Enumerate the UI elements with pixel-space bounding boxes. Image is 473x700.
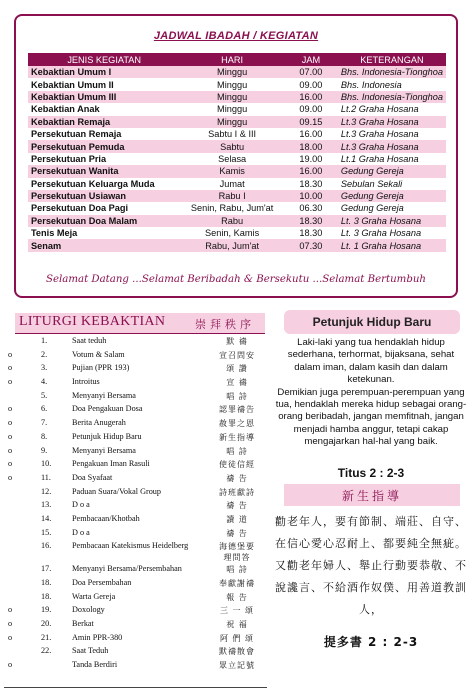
schedule-cell-activity: Persekutuan Wanita bbox=[28, 165, 180, 177]
schedule-cell-note: Sebulan Sekali bbox=[338, 178, 446, 190]
schedule-cell-note: Gedung Gereja bbox=[338, 165, 446, 177]
liturgi-item bbox=[4, 564, 267, 578]
item-zh: 三 一 頌 bbox=[219, 606, 255, 616]
liturgi-item bbox=[4, 660, 267, 674]
petunjuk-title: Petunjuk Hidup Baru bbox=[312, 315, 432, 329]
schedule-cell-activity: Persekutuan Doa Malam bbox=[28, 215, 180, 227]
liturgi-item bbox=[4, 404, 267, 418]
schedule-row bbox=[28, 215, 446, 227]
schedule-cell-activity: Senam bbox=[28, 239, 180, 251]
schedule-row bbox=[28, 103, 446, 115]
schedule-cell-day: Minggu bbox=[180, 103, 284, 115]
schedule-title: JADWAL IBADAH / KEGIATAN bbox=[153, 30, 319, 42]
item-text: Berita Anugerah bbox=[72, 418, 126, 428]
zh-text: 勸老年人，要有節制、端莊、自守、在信心愛心忍耐上、都要純全無疵。又勸老年婦人、舉止行動要恭敬、不說讒言、不給酒作奴僕、用善道教訓人， bbox=[275, 515, 467, 616]
schedule-cell-day: Rabu, Jum'at bbox=[180, 239, 284, 251]
zh-title-box bbox=[284, 484, 460, 506]
schedule-cell-note: Lt.2 Graha Hosana bbox=[338, 103, 446, 115]
liturgi-item bbox=[4, 363, 267, 377]
item-zh: 宣 禱 bbox=[226, 378, 248, 388]
schedule-row bbox=[28, 128, 446, 140]
item-number: 5. bbox=[41, 390, 48, 400]
item-number: 1. bbox=[41, 336, 48, 345]
header-hari: HARI bbox=[180, 53, 284, 66]
schedule-cell-day: Kamis bbox=[180, 165, 284, 177]
schedule-box bbox=[14, 14, 458, 298]
liturgi-item bbox=[4, 578, 267, 592]
schedule-cell-day: Minggu bbox=[180, 116, 284, 128]
schedule-cell-day: Sabtu bbox=[180, 140, 284, 152]
schedule-cell-time: 16.00 bbox=[284, 91, 338, 103]
schedule-cell-day: Selasa bbox=[180, 153, 284, 165]
item-text: Paduan Suara/Vokal Group bbox=[72, 486, 161, 496]
item-number: 12. bbox=[41, 486, 52, 496]
schedule-cell-note: Gedung Gereja bbox=[338, 202, 446, 214]
liturgi-item bbox=[4, 500, 267, 514]
item-zh: 讀 道 bbox=[226, 514, 248, 524]
schedule-cell-note: Gedung Gereja bbox=[338, 190, 446, 202]
welcome-banner: Selamat Datang ...Selamat Beribadah & Bersekutu ...Selamat Bertumbuh bbox=[46, 274, 426, 285]
liturgi-header bbox=[15, 313, 265, 334]
schedule-cell-day: Senin, Kamis bbox=[180, 227, 284, 239]
liturgi-item bbox=[4, 336, 267, 350]
schedule-cell-day: Minggu bbox=[180, 91, 284, 103]
liturgi-item bbox=[4, 487, 267, 501]
liturgi-item bbox=[4, 418, 267, 432]
liturgi-item bbox=[4, 391, 267, 405]
liturgi-item bbox=[4, 541, 267, 564]
schedule-cell-activity: Kebaktian Anak bbox=[28, 103, 180, 115]
item-number: 16. bbox=[41, 541, 52, 551]
item-text: Doxology bbox=[72, 605, 105, 615]
item-number: 2. bbox=[41, 349, 48, 359]
item-number: 15. bbox=[41, 527, 52, 537]
stand-mark: o bbox=[8, 349, 13, 359]
item-zh: 宣召問安 bbox=[219, 350, 255, 360]
item-number: 3. bbox=[41, 363, 48, 373]
schedule-cell-activity: Persekutuan Pemuda bbox=[28, 140, 180, 152]
schedule-row bbox=[28, 227, 446, 239]
schedule-cell-time: 19.00 bbox=[284, 153, 338, 165]
petunjuk-title-box bbox=[284, 310, 460, 334]
schedule-cell-note: Lt. 3 Graha Hosana bbox=[338, 227, 446, 239]
liturgi-item bbox=[4, 592, 267, 606]
schedule-cell-time: 18.30 bbox=[284, 227, 338, 239]
item-text: Pembacaan/Khotbah bbox=[72, 513, 140, 523]
item-zh: 唱 詩 bbox=[226, 446, 248, 456]
zh-reference: 提多書 2 : 2-3 bbox=[323, 635, 419, 649]
item-number: 4. bbox=[41, 377, 48, 387]
item-zh: 默 禱 bbox=[226, 337, 248, 346]
schedule-cell-note: Lt.3 Graha Hosana bbox=[338, 140, 446, 152]
item-number: 7. bbox=[41, 418, 48, 428]
stand-mark: o bbox=[8, 404, 13, 414]
liturgi-divider bbox=[4, 687, 267, 688]
schedule-cell-time: 18.30 bbox=[284, 215, 338, 227]
schedule-row bbox=[28, 178, 446, 190]
item-zh: 唱 詩 bbox=[226, 391, 248, 401]
liturgi-item bbox=[4, 473, 267, 487]
item-number: 22. bbox=[41, 646, 52, 656]
schedule-cell-note: Bhs. Indonesia bbox=[338, 78, 446, 90]
schedule-cell-activity: Persekutuan Remaja bbox=[28, 128, 180, 140]
item-text: Berkat bbox=[72, 619, 94, 629]
schedule-cell-time: 07.30 bbox=[284, 239, 338, 251]
item-number: 6. bbox=[41, 404, 48, 414]
item-text: Votum & Salam bbox=[72, 349, 125, 359]
stand-mark: o bbox=[8, 660, 13, 670]
item-number: 10. bbox=[41, 459, 52, 469]
item-zh: 祝 福 bbox=[226, 620, 248, 630]
schedule-cell-time: 18.00 bbox=[284, 140, 338, 152]
liturgi-item bbox=[4, 619, 267, 633]
item-text: Warta Gereja bbox=[72, 591, 116, 601]
item-zh: 默禱散會 bbox=[219, 647, 255, 657]
item-zh: 阿 們 頌 bbox=[219, 633, 255, 643]
header-keterangan: KETERANGAN bbox=[338, 53, 446, 66]
liturgi-item bbox=[4, 528, 267, 542]
schedule-row bbox=[28, 140, 446, 152]
stand-mark: o bbox=[8, 418, 13, 428]
item-text: Doa Persembahan bbox=[72, 578, 132, 587]
liturgi-title: LITURGI KEBAKTIAN bbox=[19, 314, 166, 329]
schedule-table bbox=[28, 53, 446, 252]
stand-mark: o bbox=[8, 619, 13, 629]
item-zh: 新生指導 bbox=[219, 432, 255, 442]
schedule-cell-day: Sabtu I & III bbox=[180, 128, 284, 140]
schedule-body bbox=[28, 66, 446, 252]
schedule-cell-activity: Tenis Meja bbox=[28, 227, 180, 239]
item-text: Pujian (PPR 193) bbox=[72, 363, 130, 373]
item-zh: 頌 讚 bbox=[226, 364, 248, 374]
schedule-cell-note: Lt. 1 Graha Hosana bbox=[338, 239, 446, 251]
stand-mark: o bbox=[8, 632, 13, 642]
item-zh: 詩班獻詩 bbox=[219, 487, 255, 497]
liturgi-item bbox=[4, 446, 267, 460]
petunjuk-paragraph-1: Laki-laki yang tua hendaklah hidup sederhana, terhormat, bijaksana, sehat dalam iman, dalam kasih dan dalam ketekunan. bbox=[287, 337, 455, 386]
schedule-cell-activity: Persekutuan Keluarga Muda bbox=[28, 178, 180, 190]
item-text: Menyanyi Bersama bbox=[72, 390, 136, 400]
item-number: 18. bbox=[41, 578, 52, 587]
schedule-row bbox=[28, 165, 446, 177]
schedule-cell-activity: Kebaktian Umum II bbox=[28, 78, 180, 90]
schedule-cell-day: Jumat bbox=[180, 178, 284, 190]
petunjuk-reference: Titus 2 : 2-3 bbox=[337, 466, 405, 480]
schedule-cell-time: 16.00 bbox=[284, 165, 338, 177]
schedule-cell-activity: Persekutuan Usiawan bbox=[28, 190, 180, 202]
schedule-cell-activity: Kebaktian Umum I bbox=[28, 66, 180, 78]
schedule-cell-day: Minggu bbox=[180, 66, 284, 78]
item-text: Saat teduh bbox=[72, 336, 107, 345]
schedule-cell-note: Bhs. Indonesia-Tionghoa bbox=[338, 66, 446, 78]
item-text: Tanda Berdiri bbox=[72, 660, 118, 670]
item-text: D o a bbox=[72, 500, 90, 510]
schedule-row bbox=[28, 190, 446, 202]
item-number: 18. bbox=[41, 591, 52, 601]
liturgi-list bbox=[4, 336, 267, 674]
item-text: Doa Syafaat bbox=[72, 472, 113, 482]
schedule-header-row bbox=[28, 53, 446, 66]
item-zh: 眾立記號 bbox=[219, 661, 255, 671]
schedule-row bbox=[28, 66, 446, 78]
item-text: Doa Pengakuan Dosa bbox=[72, 404, 143, 414]
liturgi-item bbox=[4, 377, 267, 391]
item-text: D o a bbox=[72, 527, 90, 537]
schedule-cell-time: 09.00 bbox=[284, 78, 338, 90]
item-number: 17. bbox=[41, 564, 52, 574]
stand-mark: o bbox=[8, 459, 13, 469]
liturgi-item bbox=[4, 350, 267, 364]
schedule-cell-time: 09.15 bbox=[284, 116, 338, 128]
item-text: Saat Teduh bbox=[72, 646, 109, 656]
item-zh: 唱 詩 bbox=[226, 565, 248, 575]
schedule-row bbox=[28, 116, 446, 128]
item-text: Pembacaan Katekismus Heidelberg bbox=[72, 541, 189, 551]
zh-title: 新生指導 bbox=[341, 489, 402, 503]
item-text: Pengakuan Iman Rasuli bbox=[72, 459, 150, 469]
liturgi-title-zh: 崇拜秩序 bbox=[195, 318, 255, 331]
header-jenis: JENIS KEGIATAN bbox=[28, 53, 180, 66]
schedule-row bbox=[28, 239, 446, 251]
schedule-row bbox=[28, 202, 446, 214]
item-number: 11. bbox=[41, 472, 51, 482]
item-zh: 海德堡要 理問答 bbox=[219, 542, 255, 563]
schedule-cell-time: 10.00 bbox=[284, 190, 338, 202]
schedule-cell-day: Senin, Rabu, Jum'at bbox=[180, 202, 284, 214]
schedule-row bbox=[28, 91, 446, 103]
schedule-cell-note: Lt.1 Graha Hosana bbox=[338, 153, 446, 165]
stand-mark: o bbox=[8, 445, 13, 455]
item-number: 13. bbox=[41, 500, 52, 510]
item-zh: 赦罪之恩 bbox=[219, 419, 255, 429]
schedule-cell-time: 09.00 bbox=[284, 103, 338, 115]
schedule-cell-time: 18.30 bbox=[284, 178, 338, 190]
item-text: Menyanyi Bersama/Persembahan bbox=[72, 564, 182, 574]
schedule-cell-note: Lt.3 Graha Hosana bbox=[338, 116, 446, 128]
schedule-cell-activity: Persekutuan Doa Pagi bbox=[28, 202, 180, 214]
liturgi-item bbox=[4, 605, 267, 619]
item-text: Petunjuk Hidup Baru bbox=[72, 431, 142, 441]
schedule-row bbox=[28, 78, 446, 90]
schedule-cell-activity: Kebaktian Remaja bbox=[28, 116, 180, 128]
item-number: 19. bbox=[41, 605, 52, 615]
schedule-cell-note: Lt.3 Graha Hosana bbox=[338, 128, 446, 140]
schedule-cell-note: Bhs. Indonesia-Tionghoa bbox=[338, 91, 446, 103]
schedule-row bbox=[28, 153, 446, 165]
item-number: 8. bbox=[41, 431, 48, 441]
stand-mark: o bbox=[8, 605, 13, 615]
schedule-cell-activity: Kebaktian Umum III bbox=[28, 91, 180, 103]
stand-mark: o bbox=[8, 431, 13, 441]
item-zh: 報 告 bbox=[226, 592, 248, 602]
liturgi-item bbox=[4, 432, 267, 446]
item-number: 21. bbox=[41, 632, 52, 642]
liturgi-item bbox=[4, 459, 267, 473]
item-zh: 禱 告 bbox=[226, 473, 248, 483]
item-text: Menyanyi Bersama bbox=[72, 445, 136, 455]
petunjuk-text bbox=[274, 337, 468, 449]
item-number: 9. bbox=[41, 445, 48, 455]
schedule-cell-day: Rabu bbox=[180, 215, 284, 227]
item-zh: 禱 告 bbox=[226, 501, 248, 511]
item-number: 20. bbox=[41, 619, 52, 629]
item-zh: 奉獻謝禱 bbox=[219, 579, 255, 588]
schedule-cell-activity: Persekutuan Pria bbox=[28, 153, 180, 165]
petunjuk-paragraph-2: Demikian juga perempuan-perempuan yang tua, hendaklah mereka hidup sebagai orang-orang beribadah, jangan memfitnah, jangan menjadi hamba anggur, tetapi cakap mengajarkan hal-hal yang baik. bbox=[275, 386, 467, 448]
header-jam: JAM bbox=[284, 53, 338, 66]
liturgi-item bbox=[4, 633, 267, 647]
schedule-cell-day: Rabu I bbox=[180, 190, 284, 202]
schedule-cell-time: 07.00 bbox=[284, 66, 338, 78]
item-zh: 禱 告 bbox=[226, 528, 248, 538]
schedule-cell-day: Minggu bbox=[180, 78, 284, 90]
stand-mark: o bbox=[8, 472, 13, 482]
liturgi-item bbox=[4, 514, 267, 528]
item-text: Amin PPR-380 bbox=[72, 632, 123, 642]
schedule-cell-time: 06.30 bbox=[284, 202, 338, 214]
item-text: Introitus bbox=[72, 377, 100, 387]
item-number: 14. bbox=[41, 513, 52, 523]
item-zh: 認罪禱告 bbox=[219, 405, 255, 415]
schedule-cell-time: 16.00 bbox=[284, 128, 338, 140]
stand-mark: o bbox=[8, 363, 13, 373]
item-zh: 使徒信經 bbox=[219, 460, 255, 470]
schedule-cell-note: Lt. 3 Graha Hosana bbox=[338, 215, 446, 227]
stand-mark: o bbox=[8, 377, 13, 387]
liturgi-item bbox=[4, 646, 267, 660]
